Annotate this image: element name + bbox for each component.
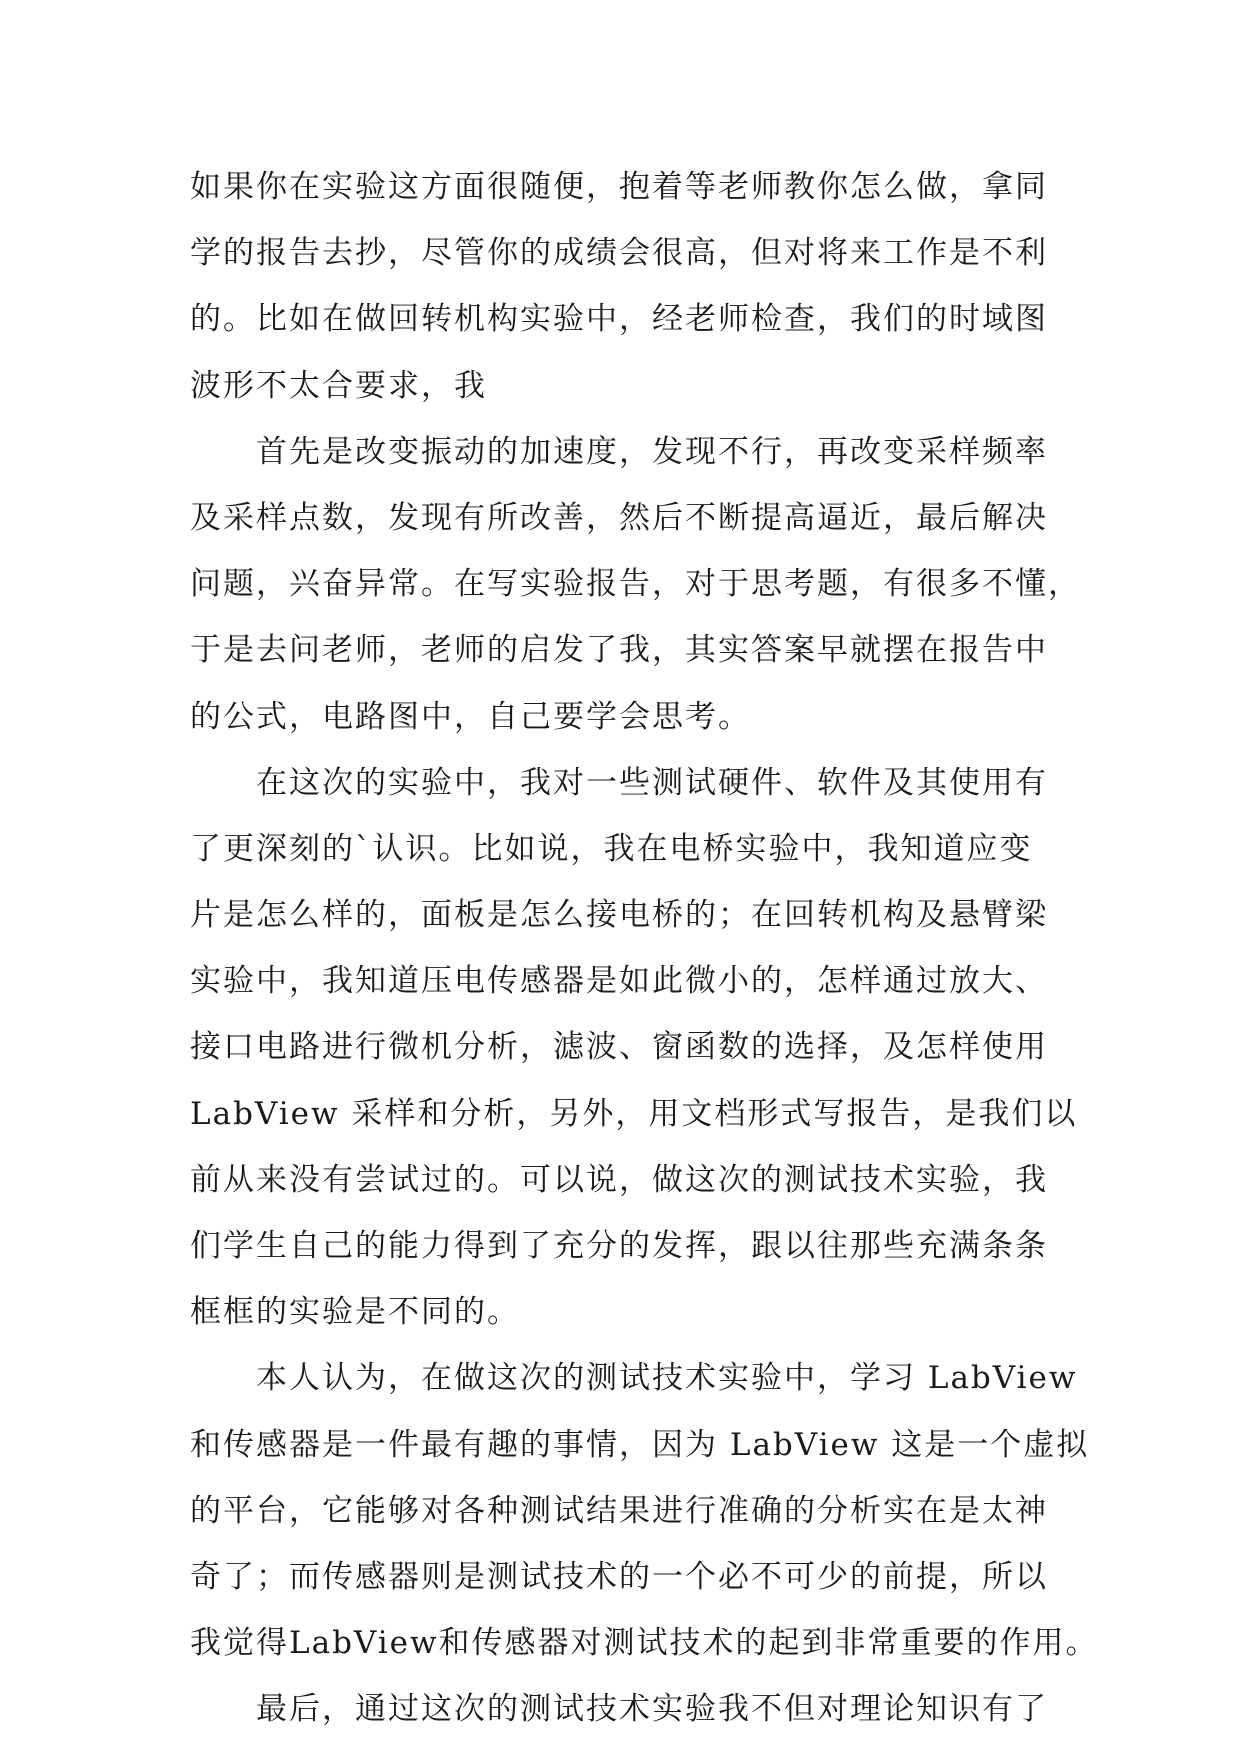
text-line: 问题，兴奋异常。在写实验报告，对于思考题，有很多不懂， [190, 566, 1081, 603]
text-line: LabView 采样和分析，另外，用文档形式写报告，是我们以 [190, 1095, 1078, 1132]
paragraph-first-line: 首先是改变振动的加速度，发现不行，再改变采样频率 [256, 433, 1048, 470]
text-line: 的。比如在做回转机构实验中，经老师检查，我们的时域图 [190, 301, 1048, 338]
body-text [190, 154, 1099, 1743]
paragraph-first-line: 最后，通过这次的测试技术实验我不但对理论知识有了 [256, 1691, 1048, 1728]
text-line: 我觉得LabView和传感器对测试技术的起到非常重要的作用。 [190, 1625, 1099, 1662]
text-line: 学的报告去抄，尽管你的成绩会很高，但对将来工作是不利 [190, 235, 1048, 272]
text-line: 框框的实验是不同的。 [190, 1294, 520, 1331]
text-line: 及采样点数，发现有所改善，然后不断提高逼近，最后解决 [190, 499, 1048, 536]
text-line: 们学生自己的能力得到了充分的发挥，跟以往那些充满条条 [190, 1228, 1048, 1264]
text-line: 奇了；而传感器则是测试技术的一个必不可少的前提，所以 [190, 1558, 1048, 1595]
text-line: 的公式，电路图中，自己要学会思考。 [190, 698, 751, 735]
text-line: 片是怎么样的，面板是怎么接电桥的；在回转机构及悬臂梁 [190, 897, 1048, 934]
text-line: 的平台，它能够对各种测试结果进行准确的分析实在是太神 [190, 1492, 1048, 1529]
paragraph-first-line: 本人认为，在做这次的测试技术实验中，学习 LabView [256, 1360, 1078, 1397]
text-line: 和传感器是一件最有趣的事情，因为 LabView 这是一个虚拟 [190, 1426, 1090, 1463]
text-line: 如果你在实验这方面很随便，抱着等老师教你怎么做，拿同 [190, 169, 1048, 205]
text-line: 于是去问老师，老师的启发了我，其实答案早就摆在报告中 [190, 632, 1048, 669]
text-line: 接口电路进行微机分析，滤波、窗函数的选择，及怎样使用 [190, 1029, 1048, 1066]
text-line: 了更深刻的`认识。比如说，我在电桥实验中，我知道应变 [190, 830, 1033, 867]
text-line: 实验中，我知道压电传感器是如此微小的，怎样通过放大、 [190, 963, 1048, 1000]
text-line: 波形不太合要求，我 [190, 367, 487, 404]
paragraph-first-line: 在这次的实验中，我对一些测试硬件、软件及其使用有 [256, 764, 1048, 801]
text-line: 前从来没有尝试过的。可以说，做这次的测试技术实验，我 [190, 1161, 1048, 1198]
